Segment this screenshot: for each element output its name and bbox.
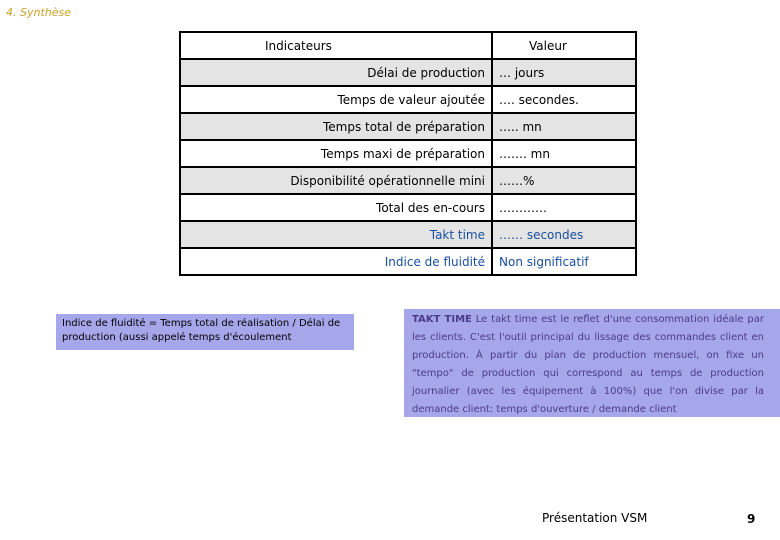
- table-row: [180, 86, 636, 113]
- table-row: [180, 248, 636, 275]
- row-value: …………: [492, 194, 636, 221]
- takt-time-explanation: [404, 309, 780, 417]
- row-label: Délai de production: [180, 59, 492, 86]
- row-value: ….. mn: [492, 113, 636, 140]
- table-row: [180, 194, 636, 221]
- row-label: Temps maxi de préparation: [180, 140, 492, 167]
- takt-time-heading: TAKT TIME: [412, 314, 472, 325]
- row-label: Disponibilité opérationnelle mini: [180, 167, 492, 194]
- table-row: [180, 221, 636, 248]
- row-label: Indice de fluidité: [180, 248, 492, 275]
- header-value: Valeur: [492, 32, 636, 59]
- row-value: …. secondes.: [492, 86, 636, 113]
- footer-title: Présentation VSM: [542, 511, 648, 525]
- indicators-table: [179, 31, 637, 276]
- row-label: Temps de valeur ajoutée: [180, 86, 492, 113]
- row-value: …… secondes: [492, 221, 636, 248]
- row-value: ……. mn: [492, 140, 636, 167]
- table-row: [180, 167, 636, 194]
- row-label: Takt time: [180, 221, 492, 248]
- table-header-row: [180, 32, 636, 59]
- fluidity-definition-note: Indice de fluidité = Temps total de réalisation / Délai de production (aussi appelé temps d'écoulement: [56, 314, 354, 350]
- row-value: Non significatif: [492, 248, 636, 275]
- table-row: [180, 113, 636, 140]
- takt-time-text: Le takt time est le reflet d'une consommation idéale par les clients. C'est l'outil principal du lissage des commandes client en production. À partir du plan de production mensuel, on fixe un "tempo" de production qui correspond au temps de production journalier (avec les équipement à 100%) que l'on divise par la demande client: temps d'ouverture / demande client: [412, 314, 764, 415]
- page-number: 9: [747, 512, 756, 526]
- row-label: Total des en-cours: [180, 194, 492, 221]
- header-indicators: Indicateurs: [180, 32, 492, 59]
- table-row: [180, 59, 636, 86]
- table-row: [180, 140, 636, 167]
- row-value: ……%: [492, 167, 636, 194]
- section-title: 4. Synthèse: [6, 6, 72, 19]
- row-label: Temps total de préparation: [180, 113, 492, 140]
- row-value: … jours: [492, 59, 636, 86]
